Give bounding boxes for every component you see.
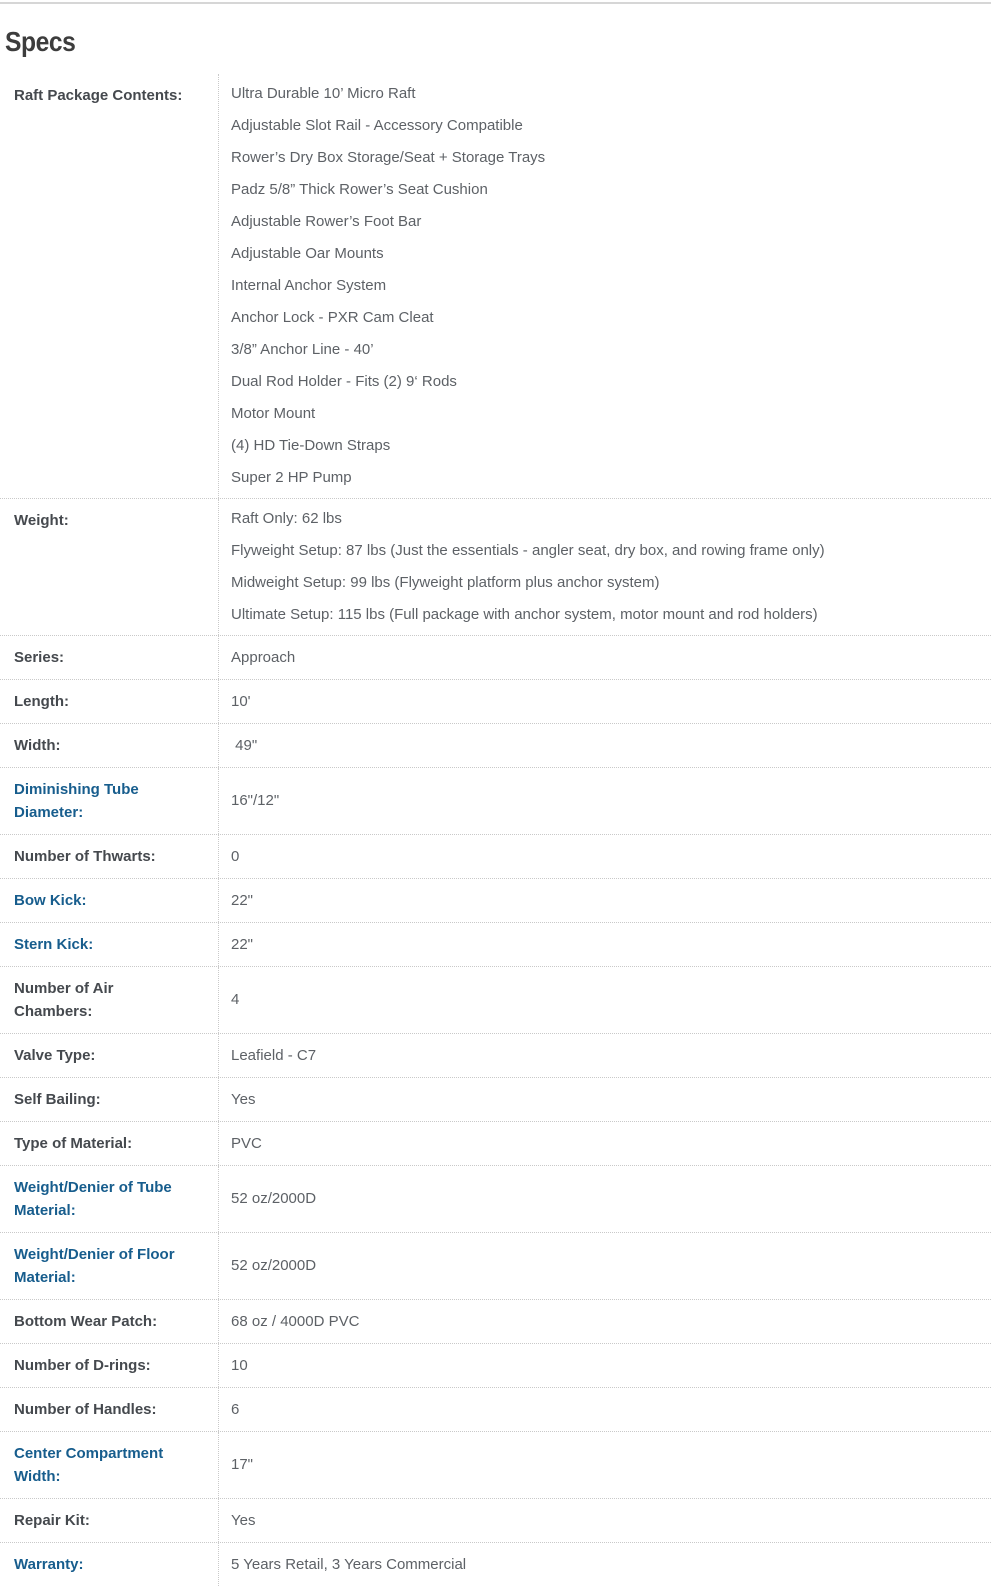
spec-value-line: Leafield - C7: [231, 1046, 317, 1064]
spec-value-warranty: [218, 1543, 991, 1586]
spec-label-link-bow-kick[interactable]: Bow Kick:: [14, 892, 87, 909]
spec-value-line: Ultra Durable 10’ Micro Raft: [231, 85, 416, 102]
spec-value-line: Anchor Lock - PXR Cam Cleat: [231, 309, 434, 326]
spec-value-number-of-thwarts: [218, 835, 991, 878]
spec-value-stern-kick: [218, 923, 991, 966]
spec-label-link-diminishing-tube-diameter[interactable]: Diminishing Tube Diameter:: [14, 781, 139, 821]
spec-label-repair-kit: Repair Kit:: [14, 1512, 90, 1529]
spec-label-link-weight-denier-tube[interactable]: Weight/Denier of Tube Material:: [14, 1179, 172, 1219]
spec-value-center-compartment-width: [218, 1432, 991, 1498]
spec-label-bottom-wear-patch: Bottom Wear Patch:: [14, 1313, 158, 1330]
spec-value-line: Rower’s Dry Box Storage/Seat + Storage Trays: [231, 149, 546, 166]
spec-value-weight-denier-tube: [218, 1166, 991, 1232]
spec-row-number-of-handles: [0, 1388, 991, 1432]
spec-label-weight: Weight:: [14, 512, 69, 529]
spec-label-number-of-d-rings: Number of D-rings:: [14, 1357, 151, 1374]
spec-value-line: 3/8” Anchor Line - 40’: [231, 341, 374, 358]
spec-value-valve-type: [218, 1034, 991, 1077]
spec-value-line: 68 oz / 4000D PVC: [231, 1312, 360, 1330]
spec-value-diminishing-tube-diameter: [218, 768, 991, 834]
spec-value-line: Padz 5/8” Thick Rower’s Seat Cushion: [231, 181, 488, 198]
spec-label-self-bailing: Self Bailing:: [14, 1091, 101, 1108]
spec-value-line: Yes: [231, 1090, 256, 1108]
spec-value-line: 10: [231, 1356, 248, 1374]
spec-value-weight: [218, 499, 991, 635]
spec-row-valve-type: [0, 1034, 991, 1078]
spec-value-line: PVC: [231, 1134, 262, 1152]
spec-value-line: 22": [231, 935, 254, 953]
spec-label-valve-type: Valve Type:: [14, 1047, 96, 1064]
spec-value-weight-denier-floor: [218, 1233, 991, 1299]
spec-value-line: 4: [231, 991, 240, 1008]
spec-value-line: 52 oz/2000D: [231, 1257, 317, 1274]
spec-row-weight-denier-floor: [0, 1233, 991, 1300]
spec-row-length: [0, 680, 991, 724]
spec-label-link-stern-kick[interactable]: Stern Kick:: [14, 936, 94, 953]
spec-value-line: Dual Rod Holder - Fits (2) 9‘ Rods: [231, 373, 457, 390]
spec-value-line: Flyweight Setup: 87 lbs (Just the essentials - angler seat, dry box, and rowing frame only): [231, 542, 825, 559]
top-divider: [0, 2, 991, 4]
spec-row-center-compartment-width: [0, 1432, 991, 1499]
spec-value-line: 22": [231, 891, 254, 909]
spec-label-type-of-material: Type of Material:: [14, 1135, 133, 1152]
spec-value-line: Internal Anchor System: [231, 277, 387, 294]
spec-row-weight-denier-tube: [0, 1166, 991, 1233]
spec-row-bottom-wear-patch: [0, 1300, 991, 1344]
spec-row-type-of-material: [0, 1122, 991, 1166]
spec-row-width: [0, 724, 991, 768]
spec-value-self-bailing: [218, 1078, 991, 1121]
spec-value-repair-kit: [218, 1499, 991, 1542]
spec-label-number-of-air-chambers: Number of Air Chambers:: [14, 980, 114, 1020]
spec-row-number-of-d-rings: [0, 1344, 991, 1388]
spec-value-line: 0: [231, 847, 240, 865]
spec-label-number-of-thwarts: Number of Thwarts:: [14, 848, 156, 865]
spec-label-series: Series:: [14, 649, 65, 666]
spec-label-width: Width:: [14, 737, 61, 754]
spec-row-repair-kit: [0, 1499, 991, 1543]
spec-value-line: 16"/12": [231, 792, 280, 809]
spec-row-diminishing-tube-diameter: [0, 768, 991, 835]
spec-value-number-of-handles: [218, 1388, 991, 1431]
spec-row-number-of-air-chambers: [0, 967, 991, 1034]
spec-row-stern-kick: [0, 923, 991, 967]
spec-row-bow-kick: [0, 879, 991, 923]
spec-value-line: Super 2 HP Pump: [231, 469, 352, 486]
spec-value-number-of-air-chambers: [218, 967, 991, 1033]
spec-value-line: 49": [231, 736, 258, 754]
spec-value-series: [218, 636, 991, 679]
spec-row-series: [0, 636, 991, 680]
spec-row-weight: [0, 499, 991, 636]
spec-row-self-bailing: [0, 1078, 991, 1122]
spec-label-length: Length:: [14, 693, 69, 710]
spec-value-line: Adjustable Slot Rail - Accessory Compatible: [231, 117, 523, 134]
spec-value-line: (4) HD Tie-Down Straps: [231, 437, 391, 454]
spec-value-line: Ultimate Setup: 115 lbs (Full package with anchor system, motor mount and rod holders): [231, 606, 818, 623]
spec-value-length: [218, 680, 991, 723]
spec-row-warranty: [0, 1543, 991, 1586]
spec-value-line: Adjustable Rower’s Foot Bar: [231, 213, 422, 230]
spec-label-number-of-handles: Number of Handles:: [14, 1401, 157, 1418]
spec-value-line: 6: [231, 1400, 240, 1418]
spec-value-number-of-d-rings: [218, 1344, 991, 1387]
section-title: Specs: [5, 26, 76, 57]
spec-value-type-of-material: [218, 1122, 991, 1165]
spec-row-number-of-thwarts: [0, 835, 991, 879]
spec-value-line: Adjustable Oar Mounts: [231, 245, 384, 262]
spec-value-bottom-wear-patch: [218, 1300, 991, 1343]
spec-value-line: 5 Years Retail, 3 Years Commercial: [231, 1555, 467, 1573]
spec-value-line: 17": [231, 1456, 254, 1473]
spec-value-line: Midweight Setup: 99 lbs (Flyweight platform plus anchor system): [231, 574, 660, 591]
specs-table: [0, 74, 991, 1586]
spec-label-raft-package-contents: Raft Package Contents:: [14, 87, 183, 104]
spec-value-line: Motor Mount: [231, 405, 316, 422]
spec-value-width: [218, 724, 991, 767]
spec-value-line: 10': [231, 692, 251, 710]
spec-label-link-warranty[interactable]: Warranty:: [14, 1556, 84, 1573]
spec-label-link-weight-denier-floor[interactable]: Weight/Denier of Floor Material:: [14, 1246, 175, 1286]
spec-value-bow-kick: [218, 879, 991, 922]
spec-value-line: Approach: [231, 648, 296, 666]
spec-value-line: Yes: [231, 1511, 256, 1529]
spec-label-link-center-compartment-width[interactable]: Center Compartment Width:: [14, 1445, 164, 1485]
spec-value-line: 52 oz/2000D: [231, 1190, 317, 1207]
spec-row-raft-package-contents: [0, 74, 991, 499]
spec-value-line: Raft Only: 62 lbs: [231, 510, 342, 527]
spec-value-raft-package-contents: [218, 74, 991, 498]
